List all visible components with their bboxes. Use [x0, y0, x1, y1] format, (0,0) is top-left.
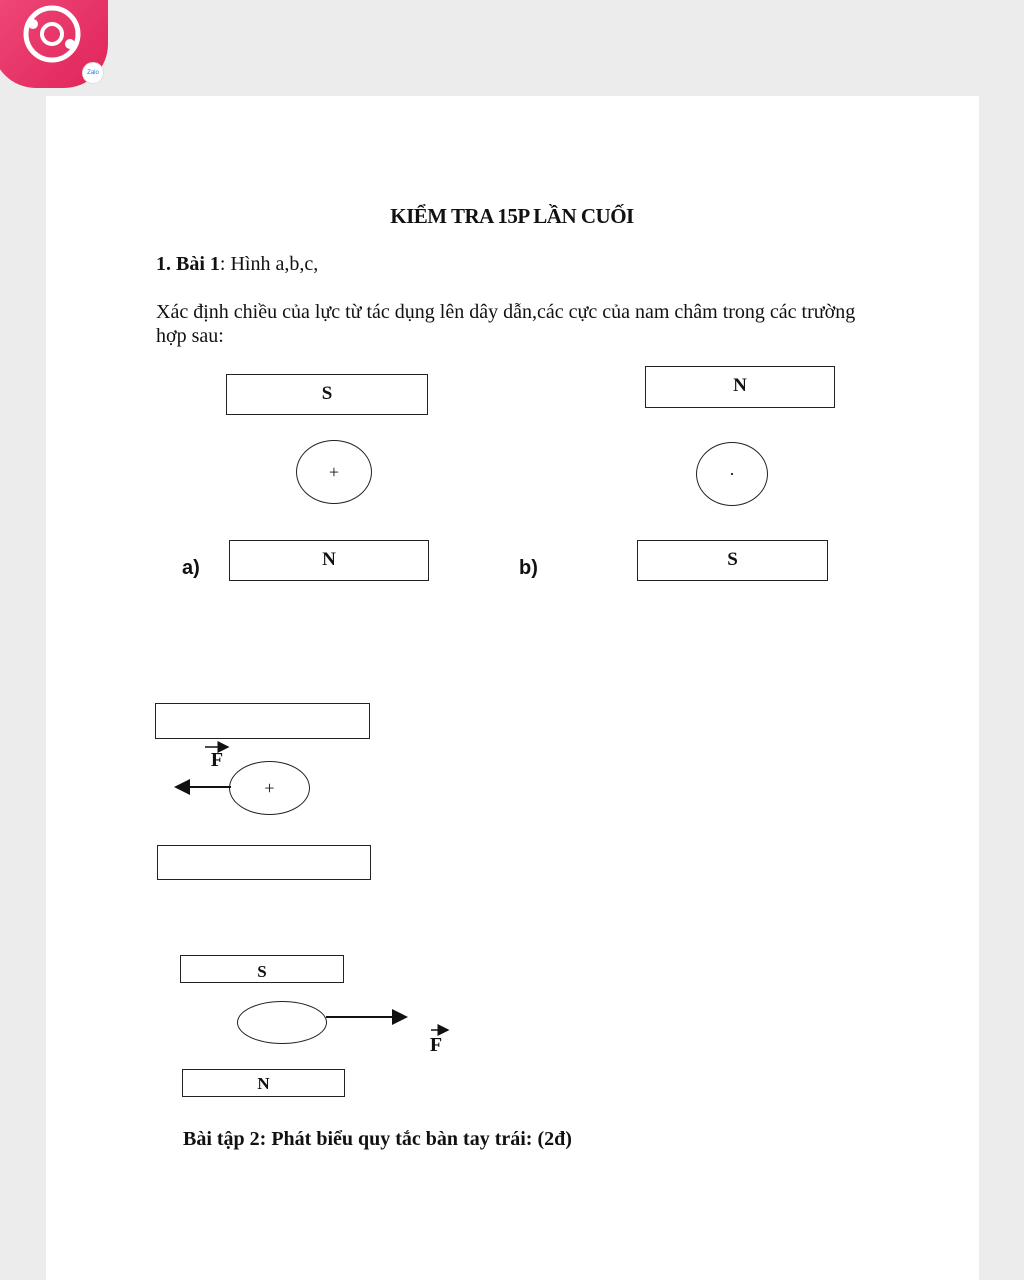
figure-d-wire	[237, 1001, 327, 1044]
figure-c-bottom-magnet	[157, 845, 371, 880]
exercise-1-heading	[156, 253, 318, 276]
figure-c-top-magnet	[155, 703, 370, 739]
figure-d-bottom-magnet: N	[182, 1069, 345, 1097]
figure-a-label: a)	[182, 557, 200, 579]
exercise-2-heading: Bài tập 2: Phát biểu quy tắc bàn tay trái: (2đ)	[183, 1128, 572, 1150]
figure-d-top-magnet: S	[180, 955, 344, 983]
figure-a-wire: +	[296, 440, 372, 504]
figure-c-wire: +	[229, 761, 310, 815]
figure-b-bottom-magnet: S	[637, 540, 828, 581]
exercise-1-suffix: : Hình a,b,c,	[219, 253, 319, 275]
figure-d-force-label: F	[429, 1034, 443, 1056]
figure-a-top-magnet: S	[226, 374, 428, 415]
exercise-1-number: 1. Bài 1	[156, 253, 220, 275]
figure-c-force-label: F	[210, 749, 224, 771]
figure-b-label: b)	[519, 557, 538, 579]
figure-a-bottom-magnet: N	[229, 540, 429, 581]
app-badge: Zalo	[82, 62, 104, 84]
page-title: KIỂM TRA 15P LẦN CUỐI	[390, 204, 634, 228]
figure-b-wire: ·	[696, 442, 768, 506]
figure-b-top-magnet: N	[645, 366, 835, 408]
instruction-text: Xác định chiều của lực từ tác dụng lên dây dẫn,các cực của nam châm trong các trường hợp sau:	[156, 301, 856, 347]
